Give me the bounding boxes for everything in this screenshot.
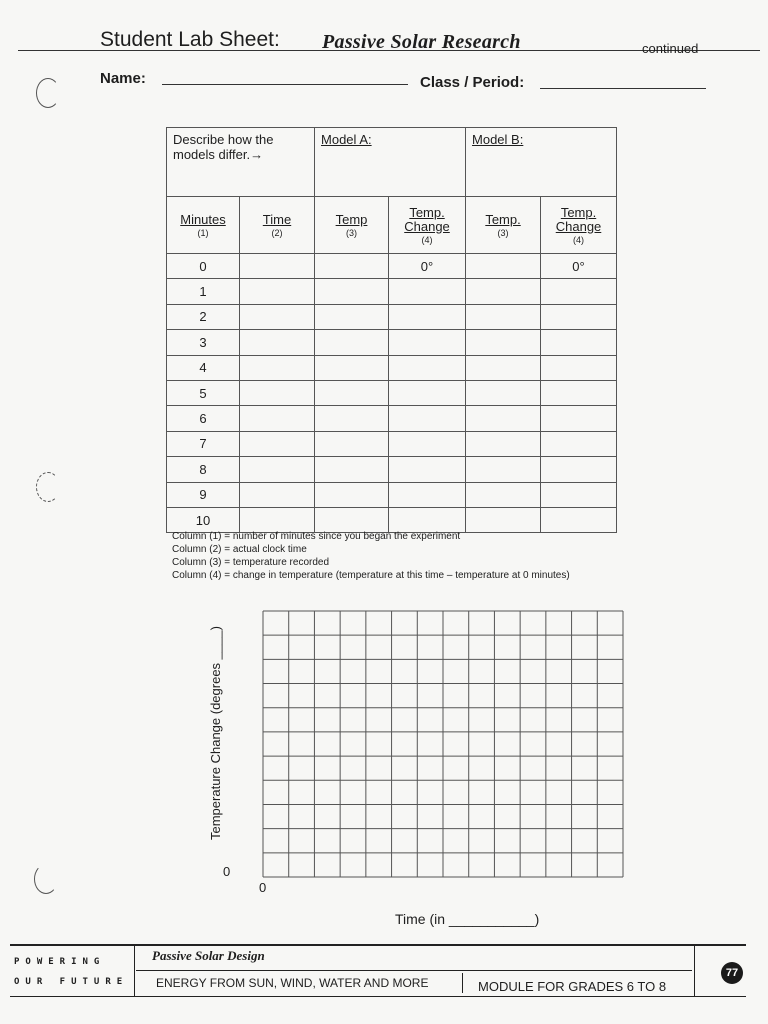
table-row xyxy=(167,507,617,532)
entry-cell[interactable] xyxy=(541,330,617,355)
entry-cell[interactable] xyxy=(541,431,617,456)
table-row xyxy=(167,279,617,304)
column-header: Temp. Change (4) xyxy=(541,197,617,254)
entry-cell[interactable] xyxy=(315,507,389,532)
entry-cell[interactable] xyxy=(541,380,617,405)
page-subtitle: Passive Solar Research xyxy=(322,31,521,53)
logo-text: OUR FUTURE xyxy=(14,977,129,987)
y-axis-label: Temperature Change (degrees ____) xyxy=(208,626,223,840)
x-origin-label: 0 xyxy=(259,880,267,895)
minute-cell: 6 xyxy=(167,406,240,431)
note-line: Column (3) = temperature recorded xyxy=(172,557,330,568)
page-title: Student Lab Sheet: xyxy=(100,28,280,51)
minute-cell: 1 xyxy=(167,279,240,304)
entry-cell[interactable] xyxy=(315,330,389,355)
column-notes xyxy=(172,530,570,582)
column-header: Minutes (1) xyxy=(167,197,240,254)
entry-cell[interactable] xyxy=(315,482,389,507)
entry-cell[interactable] xyxy=(389,330,466,355)
entry-cell[interactable] xyxy=(389,380,466,405)
entry-cell[interactable] xyxy=(240,380,315,405)
entry-cell[interactable]: 0° xyxy=(389,254,466,279)
minute-cell: 7 xyxy=(167,431,240,456)
entry-cell[interactable] xyxy=(466,355,541,380)
entry-cell[interactable] xyxy=(315,304,389,329)
class-period-field[interactable] xyxy=(540,88,706,89)
class-period-label: Class / Period: xyxy=(420,74,525,91)
entry-cell[interactable] xyxy=(240,406,315,431)
note-line: Column (4) = change in temperature (temperature at this time – temperature at 0 minutes) xyxy=(172,570,570,581)
entry-cell[interactable] xyxy=(240,355,315,380)
entry-cell[interactable] xyxy=(541,406,617,431)
footer-rule xyxy=(136,970,692,971)
footer-divider xyxy=(694,946,695,996)
page-number: 77 xyxy=(721,962,743,984)
footer-rule xyxy=(10,944,746,946)
entry-cell[interactable] xyxy=(466,254,541,279)
table-row xyxy=(167,406,617,431)
name-field[interactable] xyxy=(162,84,408,85)
entry-cell[interactable] xyxy=(466,457,541,482)
entry-cell[interactable] xyxy=(466,380,541,405)
minute-cell: 10 xyxy=(167,507,240,532)
logo-text: POWERING xyxy=(14,957,106,967)
entry-cell[interactable] xyxy=(389,406,466,431)
entry-cell[interactable] xyxy=(541,355,617,380)
note-line: Column (1) = number of minutes since you began the experiment xyxy=(172,531,461,542)
course-subtitle: ENERGY FROM SUN, WIND, WATER AND MORE xyxy=(156,976,429,990)
entry-cell[interactable] xyxy=(389,355,466,380)
entry-cell[interactable] xyxy=(389,431,466,456)
entry-cell[interactable] xyxy=(240,304,315,329)
entry-cell[interactable] xyxy=(541,457,617,482)
entry-cell[interactable] xyxy=(541,507,617,532)
minute-cell: 3 xyxy=(167,330,240,355)
entry-cell[interactable] xyxy=(315,254,389,279)
binder-hole xyxy=(36,472,60,502)
minute-cell: 9 xyxy=(167,482,240,507)
footer-divider xyxy=(134,946,135,996)
minute-cell: 0 xyxy=(167,254,240,279)
continued-label: continued xyxy=(642,41,699,56)
entry-cell[interactable] xyxy=(315,380,389,405)
table-row xyxy=(167,457,617,482)
table-row xyxy=(167,482,617,507)
model-b-cell[interactable]: Model B: xyxy=(466,128,617,197)
entry-cell[interactable] xyxy=(466,431,541,456)
entry-cell[interactable] xyxy=(389,457,466,482)
entry-cell[interactable] xyxy=(315,431,389,456)
entry-cell[interactable] xyxy=(466,304,541,329)
minute-cell: 4 xyxy=(167,355,240,380)
x-axis-label: Time (in ___________) xyxy=(395,911,540,927)
entry-cell[interactable] xyxy=(240,457,315,482)
entry-cell[interactable] xyxy=(240,330,315,355)
y-origin-label: 0 xyxy=(223,864,231,879)
entry-cell[interactable]: 0° xyxy=(541,254,617,279)
binder-hole xyxy=(36,78,60,108)
table-row xyxy=(167,355,617,380)
entry-cell[interactable] xyxy=(389,304,466,329)
model-a-cell[interactable]: Model A: xyxy=(315,128,466,197)
entry-cell[interactable] xyxy=(315,406,389,431)
entry-cell[interactable] xyxy=(315,355,389,380)
entry-cell[interactable] xyxy=(466,330,541,355)
column-header: Temp (3) xyxy=(315,197,389,254)
table-row xyxy=(167,380,617,405)
table-row xyxy=(167,304,617,329)
footer-rule xyxy=(10,996,746,997)
entry-cell[interactable] xyxy=(240,254,315,279)
entry-cell[interactable] xyxy=(541,279,617,304)
entry-cell[interactable] xyxy=(541,482,617,507)
course-title: Passive Solar Design xyxy=(152,948,265,963)
entry-cell[interactable] xyxy=(315,279,389,304)
minute-cell: 2 xyxy=(167,304,240,329)
entry-cell[interactable] xyxy=(240,507,315,532)
entry-cell[interactable] xyxy=(466,406,541,431)
name-label: Name: xyxy=(100,70,146,87)
entry-cell[interactable] xyxy=(240,431,315,456)
column-header: Time (2) xyxy=(240,197,315,254)
minute-cell: 5 xyxy=(167,380,240,405)
describe-cell: Describe how the models differ.→ xyxy=(167,128,315,197)
column-header-row xyxy=(167,197,617,254)
entry-cell[interactable] xyxy=(466,279,541,304)
binder-hole xyxy=(34,864,58,894)
entry-cell[interactable] xyxy=(466,482,541,507)
footer-divider xyxy=(462,973,463,993)
entry-cell[interactable] xyxy=(240,279,315,304)
entry-cell[interactable] xyxy=(466,507,541,532)
table-row xyxy=(167,330,617,355)
graph-grid[interactable] xyxy=(262,610,624,878)
entry-cell[interactable] xyxy=(240,482,315,507)
column-header: Temp. (3) xyxy=(466,197,541,254)
entry-cell[interactable] xyxy=(541,304,617,329)
entry-cell[interactable] xyxy=(389,482,466,507)
entry-cell[interactable] xyxy=(389,279,466,304)
minute-cell: 8 xyxy=(167,457,240,482)
entry-cell[interactable] xyxy=(389,507,466,532)
table-row xyxy=(167,431,617,456)
table-row xyxy=(167,254,617,279)
column-header: Temp. Change (4) xyxy=(389,197,466,254)
data-table xyxy=(166,127,617,533)
note-line: Column (2) = actual clock time xyxy=(172,544,307,555)
entry-cell[interactable] xyxy=(315,457,389,482)
module-label: MODULE FOR GRADES 6 TO 8 xyxy=(478,979,667,994)
